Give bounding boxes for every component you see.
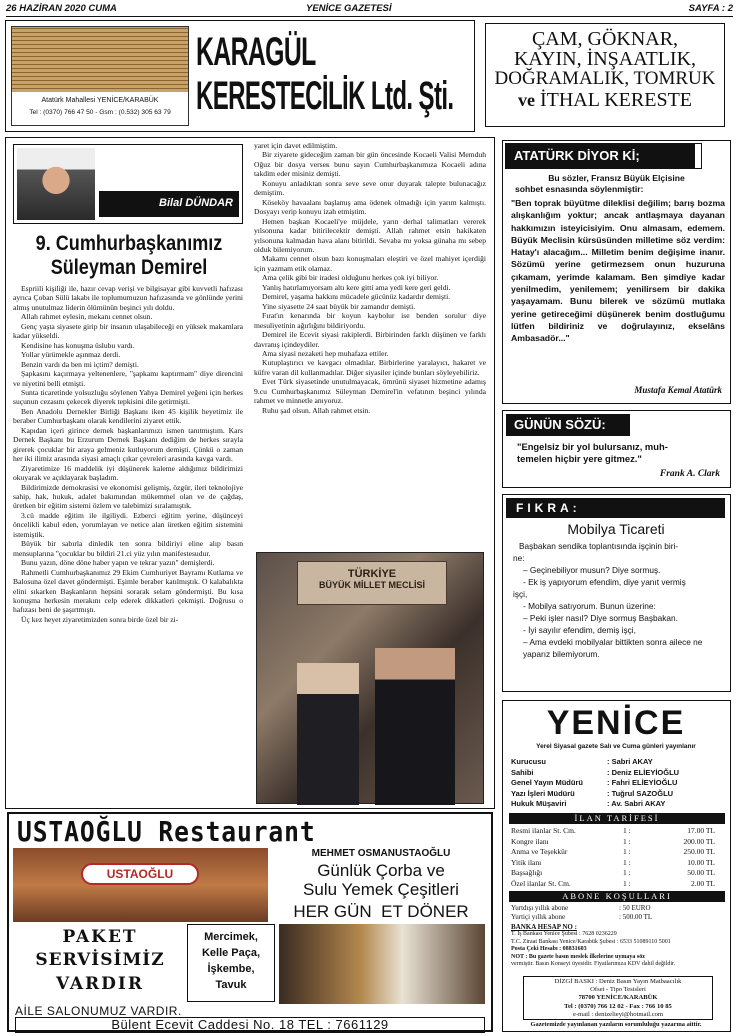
paragraph: Makamı cennet olsun bazı konuşmaları eleştiri ve özel mahiyet içerdiği için yazmam etik olamaz. bbox=[254, 254, 486, 273]
paragraph: Demirel ile Ecevit siyasi rakiplerdi. Birbirinden farklı düşünen ve farklı davranış içindeydiler. bbox=[254, 330, 486, 349]
paket-line-3: VARDIR bbox=[55, 974, 144, 994]
bank-line: vermiştir. Basın Konseyi üyesidir. Fiyatlarımıza KDV dahil değildir. bbox=[511, 961, 676, 968]
tbmm-plaque bbox=[297, 561, 447, 605]
paragraph: Bir ziyarete gideceğim zaman bir gün öncesinde Kocaeli Valisi Memduh Oğuz bir dosya verseк bunu sayın Cumhurbaşkanımıza Kocaeli adına takdim eder misiniz demişti. bbox=[254, 150, 486, 179]
paragraph: Kutuplaştırıcı ve kavgacı olmadılar. Birbirlerine yaralayıcı, hakaret ve küfre varan dil kullanmadılar. Diğer siyasiler içinde bunları söyleyebiliriz. bbox=[254, 358, 486, 377]
abone-header: ABONE KOŞULLARI bbox=[509, 891, 725, 902]
ilan-price: 10.00 TL bbox=[687, 857, 715, 867]
abone-table bbox=[511, 904, 725, 922]
ilan-row bbox=[511, 826, 725, 837]
fikra-line: Başbakan sendika toplantısında işçinin biri- bbox=[519, 541, 679, 551]
paragraph: Genç yaşta siyasete girip bir insanın ulaşabileceği en yüksek makamlara kadar yükseldi. bbox=[13, 321, 243, 341]
article-title-2: Süleyman Demirel bbox=[50, 256, 208, 279]
paragraph: Kapıdan içeri girince dernek başkanlarımızı ismen tanıtmıştım. Kars Dernek Başkanı bu Erzurum Dernek Başkanı dediğim de herkes sırayla girerek çocuklar bir araya gelmeniz kutluyorum demişti. Çünkü o zaman her iki ilimiz arasında siyasi amaçlı çıkar çevreleri arasında kavga vardı. bbox=[13, 425, 243, 464]
ataturk-signature: Mustafa Kemal Atatürk bbox=[634, 385, 722, 395]
bank-line: NOT : Bu gazete basın meslek ilkelerine uymaya söz bbox=[511, 953, 645, 960]
author-name-bar bbox=[99, 191, 239, 217]
paragraph: Yine siyasette 24 saat büyük bir zamandır demişti. bbox=[262, 301, 416, 311]
author-banner bbox=[13, 144, 243, 224]
fikra-header-bar bbox=[506, 498, 725, 518]
ataturk-header: ATATÜRK DİYOR Kİ; bbox=[514, 148, 640, 163]
bank-line: T.C. Ziraat Bankası Yenice/Karabük Şubesi : 6533 51089110 5001 bbox=[511, 938, 671, 945]
ilan-price: 17.00 TL bbox=[687, 826, 715, 835]
fikra-text bbox=[513, 540, 725, 660]
paragraph: yaret için davet edilmiştim. bbox=[254, 141, 338, 150]
article-column-1 bbox=[13, 284, 243, 804]
fikra-line: - İyi sayılır efendim, demiş işçi, bbox=[523, 625, 636, 635]
ilan-row bbox=[511, 837, 725, 848]
menu-item: İşkembe, bbox=[207, 963, 255, 975]
paragraph: Hemen başkan Kocaeli'ye müjdele, yarın derhal talimatları vererek yılsonuna kadar bitirilecektir demişti. Allah rahmet etsin hakikaten yılsonuna kalmadan hava alanı bitirildi. Sevaba mı yoksa günaha mı sebep olduk bilemiyorum. bbox=[254, 216, 486, 254]
paragraph: Üç kez heyet ziyaretimizden sonra birde özel bir zi- bbox=[21, 614, 179, 624]
ilan-sep: 1 : bbox=[623, 878, 631, 888]
bank-line: Posta Çeki Hesabı : 08831603 bbox=[511, 946, 587, 953]
paragraph: Ruhu şad olsun. Allah rahmet etsin. bbox=[262, 405, 371, 415]
ilan-table bbox=[511, 826, 725, 890]
paragraph: Yollar yürümekle aşınmaz derdi. bbox=[21, 350, 121, 360]
paragraph: Kendisine has konuşma üslubu vardı. bbox=[21, 340, 135, 350]
print-line: Tel : (0370) 766 12 02 - Fax : 766 10 85 bbox=[564, 1002, 672, 1010]
print-line: DİZGİ BASKI : Deniz Basın Yayın Matbaacılık bbox=[554, 978, 682, 985]
staff-name: : Sabri AKAY bbox=[607, 757, 653, 766]
karagul-company: KERESTECİLİK Ltd. Şti. bbox=[196, 74, 454, 118]
fikra-line: – Ama evdeki mobilyalar bittikten sonra ailece ne yaparız bilemiyorum. bbox=[523, 637, 703, 659]
ilan-row bbox=[511, 879, 725, 890]
paragraph: Ben Anadolu Dernekler Birliği Başkanı iken 45 kişilik heyetimiz ile beraber Cumhurbaşkanı olarak kendilerini ziyaret ettik. bbox=[13, 406, 243, 426]
staff-list bbox=[511, 757, 725, 810]
lumber-image bbox=[12, 27, 188, 92]
fikra-line: ne: bbox=[513, 553, 525, 563]
author-photo bbox=[17, 148, 95, 220]
karagul-phone: Tel : (0370) 766 47 50 - Gsm : (0.532) 305 63 79 bbox=[29, 109, 171, 116]
fikra-line: - Ek iş yapıyorum efendim, diye yanıt vermiş bbox=[523, 577, 686, 587]
ustaoglu-line-1: Günlük Çorba ve bbox=[317, 861, 445, 880]
abone-price: : 500.00 TL bbox=[619, 913, 653, 921]
paragraph: Ziyaretimize 16 maddelik iyi düşünerek kaleme aldığımız bildirimizi okuyarak ve açıklayarak başladım. bbox=[13, 463, 243, 483]
gunun-sozu-header-bar bbox=[506, 414, 630, 436]
paragraph: Ama çelik gibi bir iradesi olduğunu herkes çok iyi biliyor. bbox=[262, 273, 439, 283]
print-line: Ofset - Tipo Tesisleri bbox=[590, 986, 646, 994]
staff-name: : Tuğrul SAZOĞLU bbox=[607, 788, 674, 798]
person-right bbox=[375, 648, 455, 805]
header-paper-name: YENİCE GAZETESİ bbox=[306, 3, 392, 14]
bank-header: BANKA HESAP NO : bbox=[511, 923, 577, 931]
staff-role: Kurucusu bbox=[511, 757, 547, 766]
ilan-item: Özel ilanlar St. Cm. bbox=[511, 878, 571, 888]
ataturk-intro bbox=[509, 173, 724, 195]
article-column-2 bbox=[254, 141, 486, 546]
product-line-2: KAYIN, İNŞAATLIK, bbox=[513, 48, 697, 70]
print-info bbox=[523, 976, 713, 1020]
ustaoglu-services bbox=[277, 861, 485, 899]
ilan-sep: 1 : bbox=[623, 847, 631, 857]
paragraph: 3.cü madde eğitim ile ilgiliydi. Ezberci eğitim yerine, düşünceyi öncelikli kabul eden, yorumlayan ve netice alan üretken eğitim sistemini istemiştik. bbox=[13, 510, 243, 539]
staff-row bbox=[511, 778, 725, 789]
paragraph: Köseköy havaalanı başlamış ama ödenek olmadığı için yarım kalmıştı. Dosyayı verip konuyu izah etmiştim. bbox=[254, 197, 486, 217]
gunun-sozu-author: Frank A. Clark bbox=[659, 469, 720, 479]
abone-item: Yurtiçi yıllık abone bbox=[511, 913, 566, 921]
ataturk-quote: "Ben toprak büyütme dileklisi değilim; barış bozma alışkanlığım yoktur; ancak antlaşmaya dayanan hakkımızın isteyicisiyim. Onu almasam, edemem. Büyük Meclisin kürsüsünden milletime söz verdim: Hatay'ı alacağım... Milletim benim değişime inanır. Sözümü yerine getirmezsem onun huzuruna çıkamam, yerimde kalamam. Ben şimdiye kadar yenilmedim, yenilemem; yenilirsem bir dakika yaşayamam. Bunu bilerek ve sözümü mutlaka yerine getireceğimi düşünerek benim dostluğumu lütfen bildiriniz ve doğrulayınız, ekselâns Ambasadör..." bbox=[511, 198, 725, 344]
ilan-price: 200.00 TL bbox=[683, 836, 715, 846]
ustaoglu-owner: MEHMET OSMANUSTAOĞLU bbox=[311, 848, 451, 859]
staff-row bbox=[511, 799, 725, 810]
paket-line-2: SERVİSİMİZ bbox=[35, 950, 165, 970]
photo-text-turkiye: TÜRKİYE bbox=[347, 568, 397, 580]
ustaoglu-ad bbox=[7, 812, 493, 1032]
staff-role: Sahibi bbox=[511, 767, 534, 777]
ilan-sep: 1 : bbox=[623, 826, 631, 835]
gunun-sozu-header: GÜNÜN SÖZÜ: bbox=[514, 417, 606, 432]
fikra-line: – Peki işler nasıl? Diye sormuş Başbakan. bbox=[523, 613, 678, 623]
paragraph: Sunta ticaretinde yolsuzluğu söylenen Yahya Demirel yeğeni için herkes suçunun cezasını çekecek diyerek tepkisini dile getirmişti. bbox=[13, 387, 243, 407]
author-name: Bilal DÜNDAR bbox=[159, 197, 233, 209]
staff-role: Genel Yayın Müdürü bbox=[511, 778, 583, 788]
ustaoglu-salon: AİLE SALONUMUZ VARDIR. bbox=[15, 1004, 182, 1018]
header-date: 26 HAZİRAN 2020 CUMA bbox=[6, 3, 117, 14]
print-line: e-mail : denizelieyi@hotmail.com bbox=[572, 1010, 664, 1018]
karagul-address: Atatürk Mahallesi YENİCE/KARABÜK bbox=[41, 97, 159, 104]
fikra-title: Mobilya Ticareti bbox=[567, 521, 665, 537]
product-line-1: ÇAM, GÖKNAR, bbox=[531, 28, 679, 50]
ilan-sep: 1 : bbox=[623, 836, 631, 846]
ilan-header: İLAN TARİFESİ bbox=[509, 813, 725, 824]
paragraph: Demirel, yaşama hakkını mücadele gücünüz kadardır demişti. bbox=[262, 292, 451, 302]
paket-servis bbox=[15, 926, 185, 1000]
product-line-3: DOĞRAMALIK, TOMRUK bbox=[494, 68, 716, 89]
paragraph: Konuyu anladıktan sonra seve seve onur duyarak talepte bulunacağız demiştim. bbox=[254, 178, 486, 198]
ustaoglu-line-2: Sulu Yemek Çeşitleri bbox=[303, 880, 459, 899]
ilan-item: Kongre ilanı bbox=[511, 836, 549, 846]
staff-name: : Av. Sabri AKAY bbox=[607, 799, 666, 809]
staff-row bbox=[511, 757, 725, 768]
ilan-item: Anma ve Teşekkür bbox=[511, 847, 568, 857]
ilan-item: Başsağlığı bbox=[511, 868, 543, 878]
paragraph: Fırat'ın kenarında bir koyun kaybolur ise benden sorulur diye mesuliyetinin ağırlığını bildiriyordu. bbox=[254, 311, 486, 330]
food-photo bbox=[279, 924, 485, 1004]
staff-row bbox=[511, 768, 725, 779]
paragraph: Yanlış hatırlamıyorsam altı kere gitti ama yedi kere geri geldi. bbox=[262, 282, 451, 292]
menu-item: Mercimek, bbox=[204, 931, 258, 943]
fikra-line: - Mobilya satıyorum. Bunun üzerine: bbox=[523, 601, 656, 611]
paragraph: Espriili kişiliği ile, hazır cevap verişi ve bilgisayar gibi kuvvetli hafızası ayrıca Çoban Sülü lakabı ile toplumumuzun hafızasında ve gönlünde yerini almış unutulmaz liderin ölümünün beşinci yılı doldu. bbox=[13, 284, 243, 312]
abone-row bbox=[511, 904, 725, 913]
staff-name: : Deniz ELİEYİOĞLU bbox=[607, 767, 680, 777]
lumber-photo bbox=[11, 26, 189, 126]
ilan-sep: 1 : bbox=[623, 857, 631, 867]
ilan-row bbox=[511, 847, 725, 858]
ilan-sep: 1 : bbox=[623, 868, 631, 878]
menu-item: Tavuk bbox=[215, 979, 247, 991]
ustaoglu-address: Bülent Ecevit Caddesi No. 18 TEL : 7661129 bbox=[15, 1017, 485, 1033]
product-ve: ve bbox=[517, 90, 535, 110]
karagul-products bbox=[485, 23, 725, 127]
paket-line-1: PAKET bbox=[62, 927, 138, 947]
paragraph: Benzin vardı da ben mi içtim? demişti. bbox=[21, 359, 139, 369]
gunun-sozu-line-2: temelen hiçbir yere gitmez." bbox=[517, 453, 642, 464]
paragraph: Evet Türk siyasetinde unutulmayacak, ömrünü siyaset hizmetine adamış 9.cu Cumhurbaşkanımız Süleyman Demirel'in vefatının beşinci yılında rahmet ve minnetle anıyoruz. bbox=[254, 377, 486, 406]
restaurant-sign: USTAOĞLU bbox=[81, 863, 199, 885]
imprint-box bbox=[502, 700, 731, 1032]
article-box bbox=[5, 137, 495, 809]
ilan-row bbox=[511, 858, 725, 869]
fikra-box bbox=[502, 494, 731, 692]
paragraph: Şapkasını kaçırmaya yeltenenlere, "şapkamı kaptırmam" diye direncini ve niyetini belli etmişti. bbox=[13, 369, 243, 388]
print-line: 78700 YENİCE/KARABÜK bbox=[578, 994, 658, 1002]
bank-info bbox=[511, 924, 727, 968]
gunun-sozu-text bbox=[517, 441, 668, 465]
fikra-line: işçi, bbox=[513, 589, 528, 599]
paragraph: Bildirimizde demokrasisi ve ekonomisi gelişmiş, özgür, ileri teknolojiye sahip, hak, hukuk, adalet bakımından mükemmel olan ve de çağdaş, üretken bir eğitim sistemi özlem ve talebimizi sıralamıştık. bbox=[13, 482, 243, 511]
menu-item: Kelle Paça, bbox=[201, 947, 261, 959]
abone-price: : 50 EURO bbox=[619, 904, 651, 912]
photo-text-tbmm: BÜYÜK MİLLET MECLİSİ bbox=[319, 580, 425, 590]
staff-role: Yazı İşleri Müdürü bbox=[511, 788, 575, 798]
ataturk-header-bar bbox=[506, 144, 701, 168]
header-page-number: SAYFA : 2 bbox=[688, 3, 733, 14]
staff-role: Hukuk Müşaviri bbox=[511, 799, 567, 809]
article-title-1: 9. Cumhurbaşkanımız bbox=[35, 232, 223, 255]
bank-line: T. İş Bankası Yenice Şubesi : 7628 0236229 bbox=[511, 931, 617, 938]
karagul-ad bbox=[5, 20, 475, 132]
gunun-sozu-box bbox=[502, 410, 731, 488]
fikra-header: FIKRA: bbox=[516, 501, 581, 515]
menu-box bbox=[187, 924, 275, 1002]
product-line-4: İTHAL KERESTE bbox=[539, 89, 692, 111]
ilan-price: 50.00 TL bbox=[687, 868, 715, 878]
ustaoglu-doner: HER GÜN ET DÖNER bbox=[293, 902, 469, 921]
gunun-sozu-line-1: "Engelsiz bir yol bulursanız, muh- bbox=[517, 441, 668, 452]
paragraph: Bunu yazın, döne döne haber yapın ve tekrar yazın" demişlerdi. bbox=[21, 558, 215, 568]
staff-row bbox=[511, 789, 725, 800]
demirel-photo bbox=[256, 552, 484, 804]
ataturk-intro-1: Bu sözler, Fransız Büyük Elçisine bbox=[548, 173, 685, 183]
ilan-item: Yitik ilanı bbox=[511, 857, 542, 867]
ilan-row bbox=[511, 868, 725, 879]
ilan-price: 250.00 TL bbox=[683, 847, 715, 857]
imprint-footer: Gazetemizde yayınlanan yazıların sorumluluğu yazarına aittir. bbox=[530, 1021, 702, 1028]
ataturk-intro-2: sohbet esnasında söylenmiştir: bbox=[515, 184, 644, 194]
karagul-name: KARAGÜL bbox=[196, 30, 316, 74]
paragraph: Allah rahmet eylesin, mekanı cennet olsun. bbox=[21, 312, 153, 322]
paragraph: Büyük bir sabırla dinledik ten sonra bildiriyi eline alıp basın mensuplarına "çocuklar bu bildiri 21.ci yüz yılın manifestesudur. bbox=[13, 539, 243, 558]
staff-name: : Fahri ELİEYİOĞLU bbox=[607, 778, 678, 788]
yenice-logo: YENİCE bbox=[546, 704, 686, 742]
paragraph: Rahmetli Cumhurbaşkanımız 29 Ekim Cumhuriyet Bayramı Kutlama ve Balosuna özel davet göndermişti. Eşimle beraber katılmıştık. O kalabalıkta elini sıkarken Başkanların hepsini sorarak selam göndermişti. Bu kısa konuşma herkesin merakını celp ederek dikkatleri çekmişti. Doğrusu o hafızası beni de şaşırtmıştı. bbox=[13, 567, 243, 615]
restaurant-photo bbox=[13, 848, 268, 922]
paragraph: Ama siyasi nezaketi hep muhafaza ettiler. bbox=[262, 348, 389, 358]
yenice-subtitle: Yerel Siyasal gazete Salı ve Cuma günleri yayınlanır bbox=[536, 743, 696, 750]
ustaoglu-name: USTAOĞLU Restaurant bbox=[17, 815, 316, 848]
abone-item: Yurtdışı yıllık abone bbox=[511, 904, 569, 912]
ilan-price: 2.00 TL bbox=[690, 878, 715, 888]
ataturk-box bbox=[502, 140, 731, 404]
fikra-line: – Geçinebiliyor musun? Diye sormuş. bbox=[523, 565, 661, 575]
ilan-item: Resmi ilanlar St. Cm. bbox=[511, 826, 576, 835]
page-header bbox=[6, 3, 733, 17]
abone-row bbox=[511, 913, 725, 922]
person-left bbox=[297, 663, 359, 805]
